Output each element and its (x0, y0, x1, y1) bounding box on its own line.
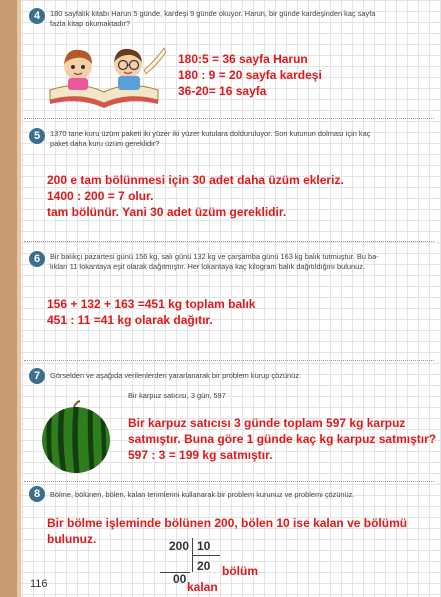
question-7-answer-1: Bir karpuz satıcısı 3 günde toplam 597 kg karpuz (128, 416, 406, 430)
left-margin-line (17, 0, 21, 597)
question-5-answer-3: tam bölünür. Yani 30 adet üzüm gereklidir. (47, 205, 287, 219)
division-horizontal-line (192, 555, 220, 556)
division-quotient: 20 (197, 559, 211, 573)
division-quotient-label: bölüm (222, 564, 258, 578)
division-remainder: 00 (173, 572, 187, 586)
question-6-text (50, 252, 430, 272)
question-7-text: Görselden ve aşağıda verilenlerden yararlanarak bir problem kurup çözünüz. (50, 371, 302, 380)
separator (24, 360, 434, 361)
question-4-line-2: fazla kitap okumaktadır? (50, 19, 131, 28)
separator (24, 241, 434, 242)
question-5-answer-2: 1400 : 200 = 7 olur. (47, 189, 154, 203)
question-4-text (50, 9, 430, 29)
question-5-text (50, 129, 430, 149)
question-6-answer-1: 156 + 132 + 163 =451 kg toplam balık (47, 297, 256, 311)
division-divisor: 10 (197, 539, 211, 553)
question-4-number: 4 (29, 8, 45, 24)
question-4-line-1: 180 sayfalık kitabı Harun 5 günde, kardeşi 9 günde okuyor. Harun, bir günde kardeşinden kaç sayfa (50, 9, 376, 18)
question-5-answer-1: 200 e tam bölünmesi için 30 adet daha üzüm ekleriz. (47, 173, 344, 187)
question-7-caption: Bir karpuz satıcısı, 3 gün, 597 (128, 391, 226, 400)
page-number: 116 (30, 578, 48, 590)
question-4-answer-3: 36-20= 16 sayfa (178, 84, 267, 98)
question-4-answer-1: 180:5 = 36 sayfa Harun (178, 52, 308, 66)
question-5-line-2: paket daha kuru üzüm gereklidir? (50, 139, 160, 148)
question-8-answer-2: bulunuz. (47, 532, 97, 546)
division-dividend: 200 (169, 539, 190, 553)
question-6-line-2: lıkları 11 lokantaya eşit olarak dağıtmıştır. Her lokantaya kaç kilogram balık dağıtıldığını bulunuz. (50, 262, 365, 271)
left-margin-strip (0, 0, 17, 597)
question-5-line-1: 1370 tane kuru üzüm paketi iki yüzer iki yüzer kutulara dolduruluyor. Son kutunun dolması için kaç (50, 129, 371, 138)
separator (24, 118, 434, 119)
question-7-answer-2: satmıştır. Buna göre 1 günde kaç kg karpuz satmıştır? (128, 432, 437, 446)
separator (24, 481, 434, 482)
question-6-answer-2: 451 : 11 =41 kg olarak dağıtır. (47, 313, 213, 327)
division-remainder-label: kalan (187, 580, 218, 594)
question-8-answer-1: Bir bölme işleminde bölünen 200, bölen 10 ise kalan ve bölümü (47, 516, 408, 530)
children-reading-illustration (40, 40, 168, 110)
question-8-number: 8 (29, 486, 45, 502)
question-6-line-1: Bir balıkçı pazartesi günü 156 kg, salı günü 132 kg ve çarşamba günü 163 kg balık tutmuştur. Bu ba- (50, 252, 379, 261)
watermelon-illustration (38, 400, 114, 476)
question-4-answer-2: 180 : 9 = 20 sayfa kardeşi (178, 68, 322, 82)
question-7-number: 7 (29, 368, 45, 384)
question-7-answer-3: 597 : 3 = 199 kg satmıştır. (128, 448, 273, 462)
question-5-number: 5 (29, 128, 45, 144)
question-8-text: Bölme, bölünen, bölen, kalan terimlerini kullanarak bir problem kurunuz ve problemi çözünüz. (50, 490, 355, 499)
question-6-number: 6 (29, 251, 45, 267)
